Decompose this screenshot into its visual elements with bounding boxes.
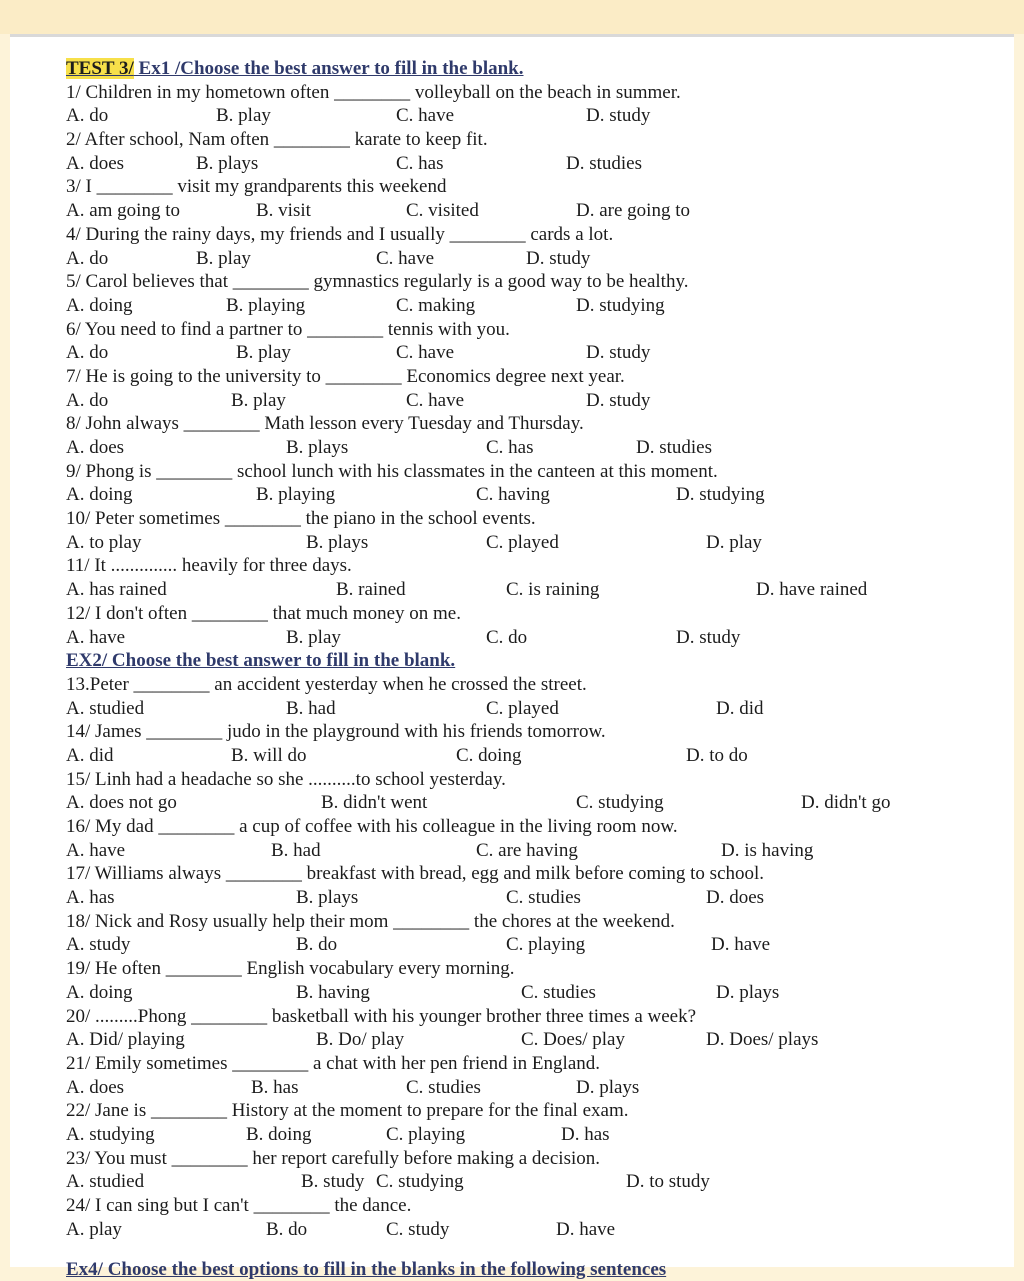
options-9 <box>66 483 966 507</box>
option-c[interactable]: C. have <box>396 105 455 127</box>
ex1-title-text: Ex1 /Choose the best answer to fill in the blank. <box>133 58 524 79</box>
option-c[interactable]: C. making <box>396 294 476 316</box>
option-c[interactable]: C. studying <box>376 1171 464 1193</box>
question-13: 13.Peter ________ an accident yesterday when he crossed the street. <box>66 673 587 695</box>
question-16: 16/ My dad ________ a cup of coffee with his colleague in the living room now. <box>66 816 678 837</box>
top-band <box>0 0 1024 34</box>
worksheet-content <box>66 57 966 1241</box>
option-d[interactable]: D. have rained <box>756 579 868 601</box>
option-b[interactable]: B. had <box>271 839 321 861</box>
option-b[interactable]: B. doing <box>246 1123 312 1145</box>
options-23 <box>66 1170 966 1194</box>
options-20 <box>66 1028 966 1052</box>
options-17 <box>66 886 966 910</box>
option-b[interactable]: B. rained <box>336 579 406 601</box>
option-b[interactable]: B. playing <box>256 484 336 506</box>
options-18 <box>66 933 966 957</box>
option-d[interactable]: D. play <box>706 531 762 553</box>
question-17: 17/ Williams always ________ breakfast with bread, egg and milk before coming to school. <box>66 863 765 885</box>
option-d[interactable]: D. studies <box>566 152 642 174</box>
option-c[interactable]: C. having <box>476 484 550 506</box>
option-a[interactable]: A. do <box>66 105 109 127</box>
question-15: 15/ Linh had a headache so she ..........to school yesterday. <box>66 768 506 790</box>
options-14 <box>66 744 966 768</box>
options-4 <box>66 247 966 271</box>
option-c[interactable]: C. do <box>486 626 528 648</box>
option-d[interactable]: D. study <box>586 342 651 364</box>
option-c[interactable]: C. played <box>486 697 559 719</box>
options-5 <box>66 294 966 318</box>
option-c[interactable]: C. studies <box>521 981 596 1003</box>
option-b[interactable]: B. do <box>296 934 338 956</box>
question-20: 20/ .........Phong ________ basketball with his younger brother three times a week? <box>66 1005 697 1027</box>
options-8 <box>66 436 966 460</box>
option-a[interactable]: A. did <box>66 744 114 766</box>
options-19 <box>66 981 966 1005</box>
options-7 <box>66 389 966 413</box>
option-a[interactable]: A. have <box>66 839 126 861</box>
option-a[interactable]: A. does <box>66 437 125 458</box>
option-b[interactable]: B. had <box>286 697 336 719</box>
option-a[interactable]: A. to play <box>66 531 142 553</box>
option-a[interactable]: A. doing <box>66 484 133 506</box>
option-a[interactable]: A. has rained <box>66 579 167 601</box>
question-11: 11/ It .............. heavily for three days. <box>66 555 352 577</box>
question-6: 6/ You need to find a partner to ________ tennis with you. <box>66 318 510 340</box>
option-b[interactable]: B. has <box>251 1076 299 1098</box>
option-a[interactable]: A. am going to <box>66 200 180 222</box>
option-d[interactable]: D. does <box>706 887 765 909</box>
question-9: 9/ Phong is ________ school lunch with his classmates in the canteen at this moment. <box>66 460 718 482</box>
ex1-title <box>66 57 966 81</box>
option-d[interactable]: D. plays <box>716 981 780 1003</box>
option-a[interactable]: A. doing <box>66 294 133 316</box>
option-b[interactable]: B. play <box>286 626 341 648</box>
option-d[interactable]: D. study <box>586 105 651 127</box>
option-b[interactable]: B. plays <box>296 887 359 909</box>
options-22 <box>66 1123 966 1147</box>
option-d[interactable]: D. plays <box>576 1076 640 1098</box>
option-a[interactable]: A. does <box>66 152 125 174</box>
option-b[interactable]: B. play <box>231 389 286 411</box>
option-a[interactable]: A. has <box>66 887 115 909</box>
option-a[interactable]: A. study <box>66 934 131 956</box>
options-11 <box>66 578 966 602</box>
option-d[interactable]: D. to do <box>686 744 748 766</box>
option-d[interactable]: D. have <box>556 1218 616 1240</box>
option-d[interactable]: D. studying <box>676 484 765 506</box>
option-b[interactable]: B. study <box>301 1171 365 1193</box>
question-22: 22/ Jane is ________ History at the moment to prepare for the final exam. <box>66 1100 629 1122</box>
option-b[interactable]: B. play <box>236 342 291 364</box>
option-c[interactable]: C. studies <box>406 1076 481 1098</box>
option-d[interactable]: D. has <box>561 1123 610 1145</box>
option-b[interactable]: B. didn't went <box>321 792 428 814</box>
option-c[interactable]: C. have <box>396 342 455 364</box>
option-b[interactable]: B. Do/ play <box>316 1029 405 1051</box>
options-13 <box>66 697 966 721</box>
question-23: 23/ You must ________ her report carefully before making a decision. <box>66 1147 600 1169</box>
option-c[interactable]: C. playing <box>506 934 586 956</box>
option-d[interactable]: D. is having <box>721 839 814 861</box>
option-d[interactable]: D. did <box>716 697 764 719</box>
options-15 <box>66 791 966 815</box>
option-c[interactable]: C. is raining <box>506 579 600 601</box>
option-a[interactable]: A. Did/ playing <box>66 1029 185 1051</box>
option-c[interactable]: C. study <box>386 1218 450 1240</box>
option-d[interactable]: D. didn't go <box>801 792 891 814</box>
option-c[interactable]: C. have <box>376 247 435 269</box>
option-c[interactable]: C. studies <box>506 887 581 909</box>
test-label: TEST 3/ <box>66 58 134 79</box>
question-24: 24/ I can sing but I can't ________ the dance. <box>66 1195 412 1216</box>
option-c[interactable]: C. doing <box>456 744 522 766</box>
options-12 <box>66 626 966 650</box>
options-16 <box>66 839 966 863</box>
options-1 <box>66 104 966 128</box>
option-a[interactable]: A. have <box>66 626 126 648</box>
question-4: 4/ During the rainy days, my friends and I usually ________ cards a lot. <box>66 223 614 245</box>
question-12: 12/ I don't often ________ that much money on me. <box>66 602 461 624</box>
option-c[interactable]: C. has <box>396 152 444 174</box>
ex2-title: EX2/ Choose the best answer to fill in the blank. <box>66 650 456 672</box>
question-7: 7/ He is going to the university to ________ Economics degree next year. <box>66 365 625 387</box>
question-5: 5/ Carol believes that ________ gymnastics regularly is a good way to be healthy. <box>66 271 689 293</box>
option-b[interactable]: B. play <box>196 247 251 269</box>
option-b[interactable]: B. will do <box>231 744 307 766</box>
option-b[interactable]: B. play <box>216 105 271 127</box>
options-10 <box>66 531 966 555</box>
option-d[interactable]: D. studies <box>636 437 712 458</box>
question-21: 21/ Emily sometimes ________ a chat with her pen friend in England. <box>66 1052 601 1074</box>
option-d[interactable]: D. study <box>586 389 651 411</box>
option-a[interactable]: A. does not go <box>66 792 177 814</box>
option-b[interactable]: B. visit <box>256 200 311 222</box>
option-d[interactable]: D. study <box>676 626 741 648</box>
options-24 <box>66 1218 966 1242</box>
option-d[interactable]: D. to study <box>626 1171 710 1193</box>
option-d[interactable]: D. studying <box>576 294 665 316</box>
option-a[interactable]: A. does <box>66 1076 125 1098</box>
option-c[interactable]: C. studying <box>576 792 664 814</box>
option-a[interactable]: A. do <box>66 247 109 269</box>
option-d[interactable]: D. are going to <box>576 200 690 222</box>
option-c[interactable]: C. are having <box>476 839 578 861</box>
option-a[interactable]: A. doing <box>66 981 133 1003</box>
option-c[interactable]: C. has <box>486 437 534 458</box>
options-2 <box>66 152 966 176</box>
question-8: 8/ John always ________ Math lesson every Tuesday and Thursday. <box>66 413 584 435</box>
option-c[interactable]: C. have <box>406 389 465 411</box>
option-a[interactable]: A. studied <box>66 1171 145 1193</box>
question-18: 18/ Nick and Rosy usually help their mom ________ the chores at the weekend. <box>66 910 675 932</box>
option-d[interactable]: D. study <box>526 247 591 269</box>
option-c[interactable]: C. playing <box>386 1123 466 1145</box>
question-3: 3/ I ________ visit my grandparents this weekend <box>66 176 447 198</box>
option-d[interactable]: D. have <box>711 934 771 956</box>
option-b[interactable]: B. plays <box>286 437 349 458</box>
option-c[interactable]: C. Does/ play <box>521 1029 625 1051</box>
option-b[interactable]: B. having <box>296 981 370 1003</box>
option-a[interactable]: A. do <box>66 389 109 411</box>
question-14: 14/ James ________ judo in the playground with his friends tomorrow. <box>66 721 606 743</box>
option-a[interactable]: A. play <box>66 1218 122 1240</box>
ex3-title-partial: Ex4/ Choose the best options to fill in the blanks in the following sentences <box>66 1259 667 1280</box>
option-d[interactable]: D. Does/ plays <box>706 1029 819 1051</box>
option-c[interactable]: C. played <box>486 531 559 553</box>
option-a[interactable]: A. studied <box>66 697 145 719</box>
question-10: 10/ Peter sometimes ________ the piano in the school events. <box>66 508 536 530</box>
option-b[interactable]: B. playing <box>226 294 306 316</box>
option-b[interactable]: B. do <box>266 1218 308 1240</box>
option-a[interactable]: A. studying <box>66 1123 155 1145</box>
question-19: 19/ He often ________ English vocabulary every morning. <box>66 958 515 980</box>
question-1: 1/ Children in my hometown often ________ volleyball on the beach in summer. <box>66 81 681 103</box>
worksheet-page <box>10 34 1014 1280</box>
options-3 <box>66 199 966 223</box>
options-6 <box>66 341 966 365</box>
option-b[interactable]: B. plays <box>306 531 369 553</box>
option-b[interactable]: B. plays <box>196 152 259 174</box>
option-c[interactable]: C. visited <box>406 200 479 222</box>
option-a[interactable]: A. do <box>66 342 109 364</box>
options-21 <box>66 1076 966 1100</box>
question-2: 2/ After school, Nam often ________ karate to keep fit. <box>66 129 488 151</box>
